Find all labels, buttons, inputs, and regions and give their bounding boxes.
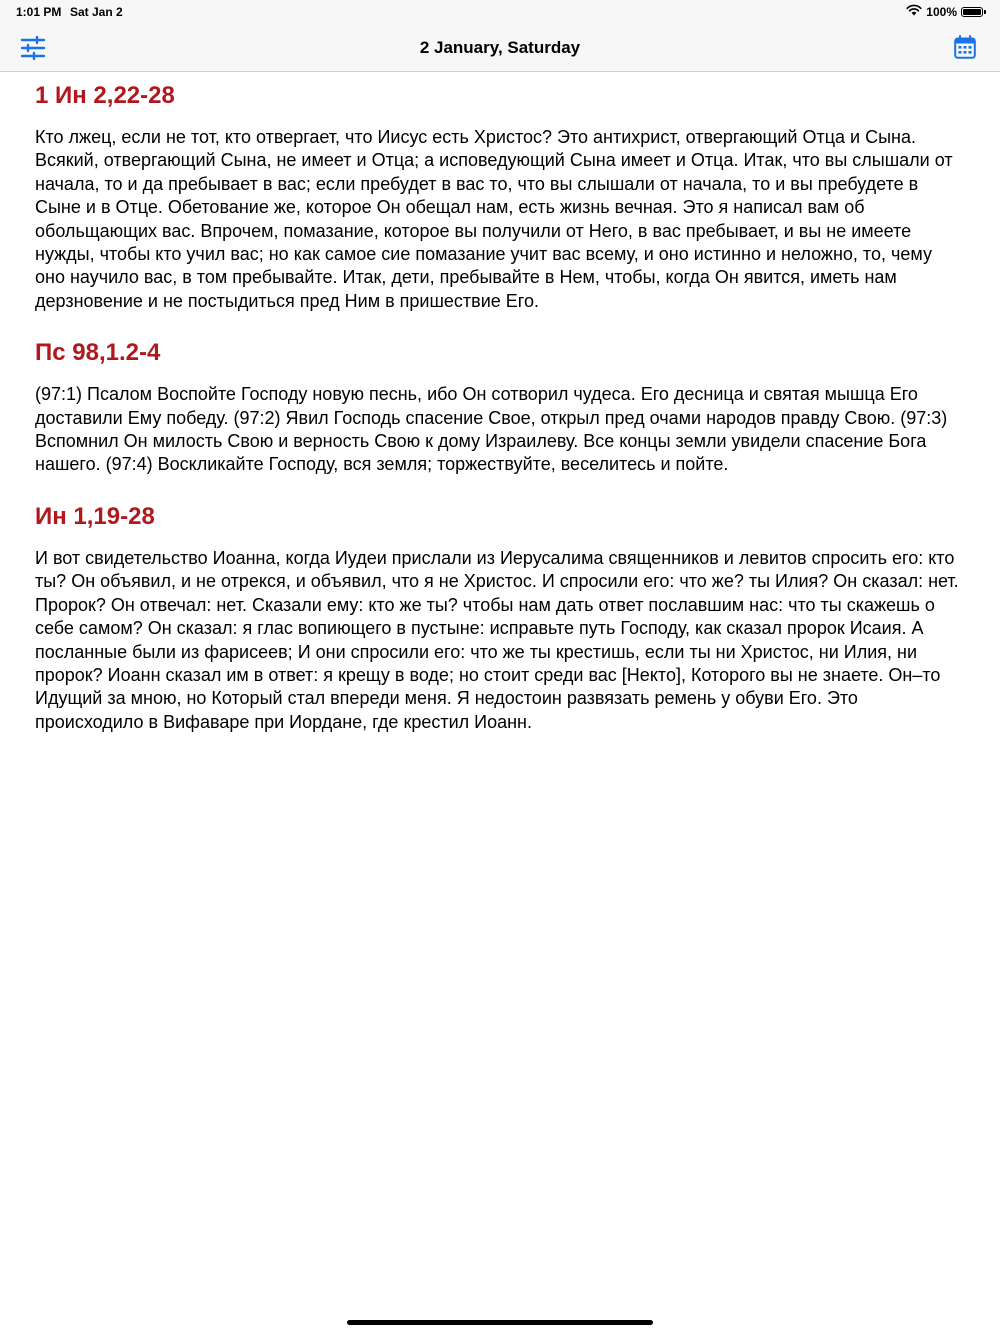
- battery-icon: [961, 7, 983, 17]
- calendar-icon: [954, 46, 976, 63]
- battery-percent: 100%: [926, 4, 957, 19]
- wifi-icon: [906, 4, 922, 19]
- battery-tip: [984, 10, 986, 14]
- reading-title: Пс 98,1.2-4: [35, 339, 161, 367]
- status-time: 1:01 PM: [16, 5, 62, 19]
- reading-psalm: [35, 337, 965, 477]
- navigation-bar: [0, 24, 1000, 72]
- reading-text: И вот свидетельство Иоанна, когда Иудеи прислали из Иерусалима священников и левитов спросить его: кто ты? Он объявил, и не отрекся, и объявил, что я не Христос. И спросили его: что же? ты Илия? Он сказал: нет. Пророк? Он отвечал: нет. Сказали ему: кто же ты? чтобы нам дать ответ пославшим нас: что ты скажешь о себе самом? Он сказал: я глас вопиющего в пустыне: исправьте путь Господу, как сказал пророк Исаия. А посланные были из фарисеев; И они спросили его: что же ты крестишь, если ты ни Христос, ни Илия, ни пророк? Иоанн сказал им в ответ: я крещу в воде; но стоит среди вас [Некто], Которого вы не знаете. Он–то Идущий за мною, но Который стал впереди меня. Я недостоин развязать ремень у обуви Его. Это происходило в Вифаваре при Иордане, где крестил Иоанн.: [35, 547, 959, 732]
- reading-epistle: [35, 80, 965, 313]
- reading-title: 1 Ин 2,22-28: [35, 82, 175, 109]
- reading-gospel: [35, 501, 965, 734]
- battery-level: [963, 9, 981, 15]
- status-indicators: [906, 4, 986, 19]
- status-date: Sat Jan 2: [70, 5, 123, 19]
- reading-text: (97:1) Псалом Воспойте Господу новую песнь, ибо Он сотворил чудеса. Его десница и святая мышца Его доставили Ему победу. (97:2) Явил Господь спасение Свое, открыл пред очами народов правду Свою. (97:3) Вспомнил Он милость Свою и верность Свою к дому Израилеву. Все концы земли увидели спасение Бога нашего. (97:4) Воскликайте Господу, вся земля; торжествуйте, веселитесь и пойте.: [35, 384, 948, 475]
- calendar-button[interactable]: [954, 35, 978, 61]
- status-bar: [0, 0, 1000, 24]
- home-indicator[interactable]: [347, 1320, 653, 1325]
- readings-content[interactable]: [35, 80, 965, 758]
- page-title: 2 January, Saturday: [419, 38, 581, 57]
- reading-title: Ин 1,19-28: [35, 502, 155, 530]
- reading-text: Кто лжец, если не тот, кто отвергает, что Иисус есть Христос? Это антихрист, отвергающий Отца и Сына. Всякий, отвергающий Сына, не имеет и Отца; а исповедующий Сына имеет и Отца. Итак, что вы слышали от начала, то и да пребывает в вас; если пребудет в вас то, что вы слышали от начала, то и вы пребудете в Сыне и в Отце. Обетование же, которое Он обещал нам, есть жизнь вечная. Это я написал вам об обольщающих вас. Впрочем, помазание, которое вы получили от Него, в вас пребывает, и вы не имеете нужды, чтобы кто учил вас; но как самое сие помазание учит вас всему, и оно истинно и неложно, то, чему оно научило вас, в том пребывайте. Итак, дети, пребывайте в Нем, чтобы, когда Он явится, иметь нам дерзновение и не постыдиться пред Ним в пришествие Его.: [35, 127, 953, 311]
